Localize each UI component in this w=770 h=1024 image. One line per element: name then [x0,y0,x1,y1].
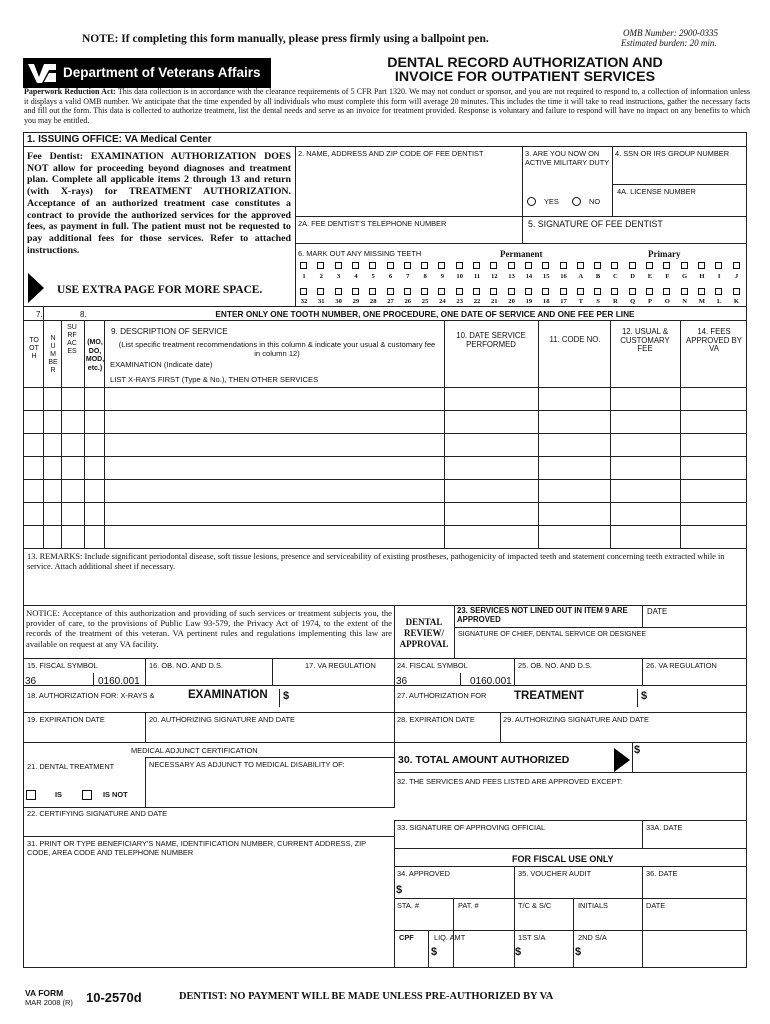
surface-codes: (MO, DO, MOD, etc.) [85,339,105,372]
ballpoint-note: NOTE: If completing this form manually, please press firmly using a ballpoint pen. [82,33,489,45]
tooth-box-19[interactable] [525,288,532,295]
tooth-number-14: 14 [525,273,533,280]
tooth-number-R: R [613,298,618,305]
tooth-box-7[interactable] [404,262,411,269]
tooth-box-R[interactable] [611,288,618,295]
tooth-box-3[interactable] [335,262,342,269]
field-36-label: 36. DATE [646,869,678,878]
field-24-label: 24. FISCAL SYMBOL [397,661,468,670]
field-26-label: 26. VA REGULATION [646,661,717,670]
tooth-number-17: 17 [560,298,567,305]
tooth-box-A[interactable] [577,262,584,269]
tooth-number-D: D [630,273,636,280]
remarks-field[interactable] [24,575,746,605]
form-title: DENTAL RECORD AUTHORIZATION AND INVOICE FOR OUTPATIENT SERVICES [387,55,663,85]
col-11-label: 11. CODE NO. [549,335,601,344]
second-sa-label: 2ND S/A [578,933,607,942]
no-label: NO [589,197,601,206]
tooth-number-1: 1 [302,273,306,280]
tooth-box-Q[interactable] [629,288,636,295]
tooth-number-23: 23 [456,298,463,305]
tooth-box-20[interactable] [508,288,515,295]
field-4-label: 4. SSN OR IRS GROUP NUMBER [615,149,730,158]
tooth-number-I: I [717,273,721,280]
tooth-box-15[interactable] [542,262,549,269]
tooth-box-D[interactable] [629,262,636,269]
tooth-number-8: 8 [423,273,427,280]
fiscal-date-label: DATE [646,901,666,910]
tooth-box-E[interactable] [646,262,653,269]
field-25-label: 25. OB. NO. AND D.S. [518,661,592,670]
field-23-label: 23. SERVICES NOT LINED OUT IN ITEM 9 ARE APPROVED [457,606,628,624]
active-duty-yes-radio[interactable] [527,197,536,206]
tooth-box-I[interactable] [715,262,722,269]
tooth-number-25: 25 [421,298,429,305]
field-34-label: 34. APPROVED [397,869,450,878]
table-row[interactable] [24,480,746,502]
permanent-label: Permanent [500,249,543,259]
tooth-number-P: P [647,298,653,305]
field-5-label: 5. SIGNATURE OF FEE DENTIST [528,219,663,229]
yes-label: YES [544,197,559,206]
field-28-label: 28. EXPIRATION DATE [397,715,475,724]
examination-label: EXAMINATION [188,689,268,701]
tooth-number-E: E [647,273,653,280]
field-17-label: 17. VA REGULATION [305,661,376,670]
tooth-number-5: 5 [371,273,375,280]
tooth-number-26: 26 [404,298,412,305]
tooth-box-22[interactable] [473,288,480,295]
fee-dentist-instructions: Fee Dentist: EXAMINATION AUTHORIZATION DOES NOT allow for proceeding beyond diagnoses and treatment plan. Complete all applicable items 2 through 13 and return (with X-rays) for TREATMENT AUTHORIZATION. Acceptance of an authorized treatment case constitutes a contract to provide the authorized services for the approved fees, as payment in full. The patient must not be requested to pay additional fees for those services. Refer to attached instructions. [27,151,291,256]
tooth-number-28: 28 [369,298,377,305]
field-15-label: 15. FISCAL SYMBOL [27,661,98,670]
field-22-label: 22. CERTIFYING SIGNATURE AND DATE [27,809,168,818]
field-21-label: 21. DENTAL TREATMENT [27,762,115,771]
fiscal-symbol-24a: 36 [396,676,408,687]
tooth-box-M[interactable] [698,288,705,295]
tooth-number-C: C [613,273,618,280]
tooth-box-F[interactable] [663,262,670,269]
table-row[interactable] [24,526,746,548]
omb-number: OMB Number: 2900-0335 [623,28,718,38]
issuing-office-label: 1. ISSUING OFFICE: VA Medical Center [27,134,212,145]
field-35-label: 35. VOUCHER AUDIT [518,869,592,878]
tooth-number-12: 12 [491,273,498,280]
approved-dollar: $ [396,884,403,896]
tooth-box-16[interactable] [560,262,567,269]
first-sa-label: 1ST S/A [518,933,546,942]
tooth-number-N: N [682,298,687,305]
fiscal-symbol-15b: 0160.001 [98,676,140,687]
tooth-box-S[interactable] [594,288,601,295]
tooth-number-T: T [578,298,583,305]
tooth-number-F: F [665,273,670,280]
burden-estimate: Estimated burden: 20 min. [621,38,717,48]
tooth-number-6: 6 [388,273,393,280]
privacy-notice: NOTICE: Acceptance of this authorization and providing of such services or treatment subjects you, the provider of care, to the provisions of Public Law 93-579, the Privacy Act of 1974, to the extent of the records of the treatment of this veteran. VA pertinent rules and regulations implementing this law are available on request at any VA facility. [26,608,392,649]
tooth-number-10: 10 [456,273,463,280]
medical-adjunct-title: MEDICAL ADJUNCT CERTIFICATION [131,746,258,755]
tooth-box-C[interactable] [611,262,618,269]
col-9-note: (List specific treatment recommendations in this column & indicate your usual & customary fee in column 12) [118,340,436,358]
beneficiary-field[interactable] [24,862,392,966]
sta-label: STA. # [397,901,420,910]
field-18-label: 18. AUTHORIZATION FOR: X-RAYS & [27,691,155,700]
field-4a-label: 4A. LICENSE NUMBER [617,187,696,196]
tooth-number-30: 30 [335,298,342,305]
department-name: Department of Veterans Affairs [63,65,261,80]
tooth-box-T[interactable] [577,288,584,295]
field-2a-label: 2A. FEE DENTIST'S TELEPHONE NUMBER [298,219,447,228]
form-date: MAR 2008 (R) [25,998,73,1007]
tooth-box-N[interactable] [681,288,688,295]
field-32-label: 32. THE SERVICES AND FEES LISTED ARE APPROVED EXCEPT: [397,777,623,786]
tooth-number-27: 27 [387,298,394,305]
field-16-label: 16. OB. NO. AND D.S. [149,661,223,670]
field-20-label: 20. AUTHORIZING SIGNATURE AND DATE [149,715,295,724]
fiscal-symbol-15a: 36 [25,676,37,687]
initials-label: INITIALS [578,901,608,910]
field-6-label: 6. MARK OUT ANY MISSING TEETH [298,249,422,258]
field-33a-label: 33A. DATE [646,823,683,832]
tooth-box-25[interactable] [421,288,428,295]
tooth-box-26[interactable] [404,288,411,295]
tooth-box-J[interactable] [733,262,740,269]
tooth-box-12[interactable] [490,262,497,269]
field-2-label: 2. NAME, ADDRESS AND ZIP CODE OF FEE DENTIST [298,149,484,158]
table-row[interactable] [24,388,746,410]
tooth-number-20: 20 [508,298,515,305]
tooth-box-13[interactable] [508,262,515,269]
tooth-box-9[interactable] [438,262,445,269]
field-13-remarks: 13. REMARKS: Include significant periodontal disease, soft tissue lesions, presence and serviceability of existing prostheses, pathogenicity of impacted teeth and statement concerning teeth extracted while in service. Attach additional sheet if necessary. [27,552,725,571]
treatment-label: TREATMENT [514,690,585,702]
is-not-label: IS NOT [103,790,128,799]
tooth-number-32: 32 [300,298,308,305]
fee-dentist-name-field[interactable] [297,159,519,217]
tooth-box-30[interactable] [335,288,342,295]
primary-label: Primary [648,249,681,259]
tooth-box-2[interactable] [317,262,324,269]
second-sa-dollar: $ [575,946,582,958]
tooth-box-G[interactable] [681,262,688,269]
field-21b-label: NECESSARY AS ADJUNCT TO MEDICAL DISABILITY OF: [149,760,345,769]
tooth-box-11[interactable] [473,262,480,269]
chief-signature-label: SIGNATURE OF CHIEF, DENTAL SERVICE OR DESIGNEE [458,631,646,638]
tooth-number-2: 2 [319,273,323,280]
col-9-xray: LIST X-RAYS FIRST (Type & No.), THEN OTHER SERVICES [110,375,319,384]
active-duty-no-radio[interactable] [572,197,581,206]
is-checkbox[interactable] [26,790,36,800]
extra-page-note: USE EXTRA PAGE FOR MORE SPACE. [57,284,263,296]
tooth-number-15: 15 [542,273,550,280]
field-27-label: 27. AUTHORIZATION FOR [397,691,487,700]
field-19-label: 19. EXPIRATION DATE [27,715,105,724]
arrow-right-icon [24,270,46,306]
tooth-number-K: K [733,298,740,305]
tooth-number-19: 19 [525,298,533,305]
treatment-amount-dollar: $ [641,690,648,702]
tooth-number-7: 7 [406,273,410,280]
tcsc-label: T/C & S/C [518,901,552,910]
form-number: 10-2570d [86,990,142,1005]
field-31-label: 31. PRINT OR TYPE BENEFICIARY'S NAME, IDENTIFICATION NUMBER, CURRENT ADDRESS, ZIP CODE, AREA CODE AND TELEPHONE NUMBER [27,839,366,857]
payment-warning: DENTIST: NO PAYMENT WILL BE MADE UNLESS PRE-AUTHORIZED BY VA [179,991,554,1002]
tooth-box-14[interactable] [525,262,532,269]
fiscal-use-title: FOR FISCAL USE ONLY [512,854,614,864]
tooth-number-L: L [716,298,722,305]
table-row[interactable] [24,411,746,433]
tooth-number-Q: Q [630,298,636,305]
tooth-box-17[interactable] [560,288,567,295]
tooth-number-13: 13 [508,273,515,280]
tooth-number-J: J [734,273,739,280]
is-label: IS [55,790,62,799]
tooth-box-24[interactable] [438,288,445,295]
tooth-box-31[interactable] [317,288,324,295]
field-33-label: 33. SIGNATURE OF APPROVING OFFICIAL [397,823,546,832]
tooth-number-O: O [664,298,670,305]
tooth-box-32[interactable] [300,288,307,295]
tooth-box-23[interactable] [456,288,463,295]
tooth-box-5[interactable] [369,262,376,269]
tooth-number-M: M [698,298,705,305]
table-row[interactable] [24,503,746,525]
col-9-label: 9. DESCRIPTION OF SERVICE [111,327,228,336]
paperwork-reduction-act: Paperwork Reduction Act: This data collection is in accordance with the clearance requirements of 5 CFR Part 1320. We may not conduct or sponsor, and you are not required to respond to, a collection of information unless it displays a valid OMB number. We anticipate that the time expended by all individuals who must complete this form will average 20 minutes. This includes the time it will take to read instructions, gather the necessary facts and fill out the form. This data is collected to authorize treatment, list the dental needs and serve as an invoice for treatment provided. Response is voluntary and failure to respond will have no impact on any benefits to which you may be entitled. [24,87,750,125]
liq-dollar: $ [431,946,438,958]
pat-label: PAT. # [458,901,479,910]
tooth-number-4: 4 [354,273,358,280]
tooth-number-31: 31 [318,298,325,305]
tooth-box-1[interactable] [300,262,307,269]
tooth-number-A: A [578,273,584,280]
col-8-num: 8. [80,310,87,319]
tooth-box-29[interactable] [352,288,359,295]
field-29-label: 29. AUTHORIZING SIGNATURE AND DATE [503,715,649,724]
tooth-number-22: 22 [473,298,481,305]
field-3-label: 3. ARE YOU NOW ON ACTIVE MILITARY DUTY [525,149,610,167]
col-7-num: 7. [36,310,43,319]
tooth-box-21[interactable] [490,288,497,295]
tooth-box-H[interactable] [698,262,705,269]
tooth-box-L[interactable] [715,288,722,295]
tooth-header: TOOTH [29,337,39,360]
exam-amount-dollar: $ [283,690,290,702]
va-form-label: VA FORM [25,988,64,998]
tooth-number-16: 16 [560,273,567,280]
col-14-label: 14. FEES APPROVED BY VA [686,327,742,354]
tooth-number-9: 9 [440,273,445,280]
col-9-exam: EXAMINATION (Indicate date) [110,360,213,369]
total-arrow-icon [612,746,632,774]
total-amount-dollar: $ [634,744,641,756]
va-banner [23,58,271,88]
tooth-number-29: 29 [352,298,360,305]
tooth-box-10[interactable] [456,262,463,269]
tooth-number-21: 21 [491,298,498,305]
number-header: NUMBER [48,335,58,374]
tooth-number-24: 24 [439,298,446,305]
col-12-label: 12. USUAL & CUSTOMARY FEE [620,327,670,354]
tooth-number-3: 3 [336,273,341,280]
tooth-box-8[interactable] [421,262,428,269]
surfaces-header: SURFACES [67,324,77,355]
one-per-line-note: ENTER ONLY ONE TOOTH NUMBER, ONE PROCEDURE, ONE DATE OF SERVICE AND ONE FEE PER LINE [215,309,635,319]
liq-amt-label: LIQ. AMT [434,933,466,942]
tooth-number-11: 11 [473,273,481,280]
tooth-box-P[interactable] [646,288,653,295]
fiscal-symbol-24b: 0160.001 [470,676,512,687]
date-23: DATE [647,607,668,616]
tooth-box-4[interactable] [352,262,359,269]
cpf-label: CPF [399,933,414,942]
table-row[interactable] [24,434,746,456]
tooth-box-6[interactable] [387,262,394,269]
tooth-number-G: G [682,273,688,280]
is-not-checkbox[interactable] [82,790,92,800]
col-10-label: 10. DATE SERVICE PERFORMED [456,331,526,349]
va-logo-icon [27,62,57,84]
dental-review-label: DENTAL REVIEW/ APPROVAL [399,617,449,649]
tooth-box-K[interactable] [733,288,740,295]
tooth-box-18[interactable] [542,288,549,295]
tooth-number-18: 18 [542,298,550,305]
tooth-number-H: H [699,273,705,280]
tooth-box-27[interactable] [387,288,394,295]
tooth-number-S: S [596,298,600,305]
tooth-box-O[interactable] [663,288,670,295]
tooth-box-B[interactable] [594,262,601,269]
first-sa-dollar: $ [515,946,522,958]
table-row[interactable] [24,457,746,479]
field-30-label: 30. TOTAL AMOUNT AUTHORIZED [398,754,570,766]
tooth-number-B: B [595,273,601,280]
tooth-box-28[interactable] [369,288,376,295]
